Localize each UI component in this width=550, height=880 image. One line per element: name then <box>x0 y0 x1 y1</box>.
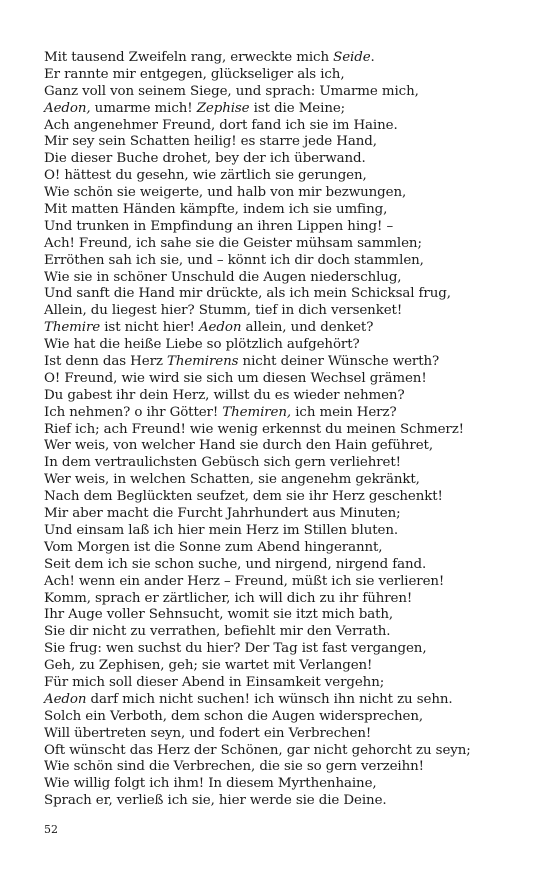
poem-line <box>44 84 544 101</box>
poem-line <box>44 151 544 168</box>
italic-name: Zephise <box>196 100 250 116</box>
poem-line <box>44 438 544 455</box>
line-text: Ich nehmen? o ihr Götter! <box>44 404 223 420</box>
line-text: Allein, du liegest hier? Stumm, tief in dich versenket! <box>44 303 403 319</box>
line-text: Und trunken in Empfindung an ihren Lippen hing! – <box>44 218 394 234</box>
poem-line <box>44 270 544 287</box>
line-text: Wer weis, von welcher Hand sie durch den Hain geführet, <box>44 438 433 454</box>
line-text: Erröthen sah ich sie, und – könnt ich dir doch stammlen, <box>44 252 424 268</box>
poem-line <box>44 506 544 523</box>
poem-line <box>44 675 544 692</box>
line-text: umarme mich! <box>90 100 197 116</box>
italic-name: Seide <box>333 50 371 65</box>
poem-line <box>44 67 544 84</box>
line-text: . <box>370 50 375 65</box>
line-text: Die dieser Buche drohet, bey der ich überwand. <box>44 151 366 167</box>
poem-line <box>44 624 544 641</box>
line-text: Wie sie in schöner Unschuld die Augen niederschlug, <box>44 269 402 285</box>
line-text: Geh, zu Zephisen, geh; sie wartet mit Verlangen! <box>44 658 373 674</box>
poem-line <box>44 523 544 540</box>
poem-line <box>44 709 544 726</box>
line-text: Ganz voll von seinem Siege, und sprach: Umarme mich, <box>44 83 419 99</box>
italic-name: Themire <box>44 320 101 336</box>
italic-name: Themirens <box>167 354 239 370</box>
line-text: Solch ein Verboth, dem schon die Augen widersprechen, <box>44 708 424 724</box>
poem-line <box>44 286 544 303</box>
line-text: In dem vertraulichsten Gebüsch sich gern verliehret! <box>44 455 401 471</box>
line-text: Oft wünscht das Herz der Schönen, gar nicht gehorcht zu seyn; <box>44 742 471 758</box>
poem-line <box>44 557 544 574</box>
poem-line <box>44 219 544 236</box>
poem-line <box>44 134 544 151</box>
line-text: Sprach er, verließ ich sie, hier werde sie die Deine. <box>44 793 387 809</box>
line-text: Rief ich; ach Freund! wie wenig erkennst du meinen Schmerz! <box>44 421 464 437</box>
line-text: Mir sey sein Schatten heilig! es starre jede Hand, <box>44 134 377 150</box>
line-text: Ach! Freund, ich sahe sie die Geister mühsam sammlen; <box>44 235 422 251</box>
line-text: Wie willig folgt ich ihm! In diesem Myrthenhaine, <box>44 776 377 792</box>
line-text: Mit tausend Zweifeln rang, erweckte mich <box>44 50 334 65</box>
line-text: Für mich soll dieser Abend in Einsamkeit vergehn; <box>44 674 385 690</box>
line-text: nicht deiner Wünsche werth? <box>238 354 440 370</box>
poem-line <box>44 641 544 658</box>
poem-line <box>44 337 544 354</box>
line-text: Und einsam laß ich hier mein Herz im Stillen bluten. <box>44 522 399 538</box>
poem-line <box>44 202 544 219</box>
line-text: Komm, sprach er zärtlicher, ich will dich zu ihr führen! <box>44 590 413 606</box>
poem-line <box>44 540 544 557</box>
line-text: Wer weis, in welchen Schatten, sie angenehm gekränkt, <box>44 472 420 488</box>
line-text: Ist denn das Herz <box>44 354 167 370</box>
line-text: Ihr Auge voller Sehnsucht, womit sie itzt mich bath, <box>44 607 394 623</box>
line-text: ist die Meine; <box>249 100 346 116</box>
poem-line <box>44 405 544 422</box>
line-text: ich mein Herz? <box>291 404 397 420</box>
poem-text <box>44 50 544 810</box>
line-text: allein, und denket? <box>241 320 374 336</box>
poem-line <box>44 658 544 675</box>
poem-line <box>44 371 544 388</box>
line-text: ist nicht hier! <box>100 320 199 336</box>
poem-line <box>44 726 544 743</box>
line-text: Und sanft die Hand mir drückte, als ich mein Schicksal frug, <box>44 286 451 302</box>
poem-line <box>44 776 544 793</box>
poem-line <box>44 793 544 810</box>
poem-line <box>44 591 544 608</box>
line-text: Vom Morgen ist die Sonne zum Abend hingerannt, <box>44 539 383 555</box>
line-text: O! hättest du gesehn, wie zärtlich sie gerungen, <box>44 168 367 184</box>
line-text: Ach angenehmer Freund, dort fand ich sie im Haine. <box>44 117 398 133</box>
line-text: darf mich nicht suchen! ich wünsch ihn nicht zu sehn. <box>86 691 453 707</box>
line-text: Sie frug: wen suchst du hier? Der Tag ist fast vergangen, <box>44 641 427 657</box>
line-text: Wie schön sie weigerte, und halb von mir bezwungen, <box>44 185 407 201</box>
poem-line <box>44 168 544 185</box>
line-text: Nach dem Beglückten seufzet, dem sie ihr Herz geschenkt! <box>44 489 443 505</box>
italic-name: Aedon <box>44 691 87 707</box>
italic-name: Themiren, <box>222 404 292 420</box>
poem-line <box>44 253 544 270</box>
poem-line <box>44 388 544 405</box>
poem-line <box>44 489 544 506</box>
poem-line <box>44 320 544 337</box>
poem-line <box>44 472 544 489</box>
poem-line <box>44 50 544 67</box>
poem-line <box>44 185 544 202</box>
line-text: Mit matten Händen kämpfte, indem ich sie umfing, <box>44 202 388 218</box>
poem-line <box>44 101 544 118</box>
line-text: Du gabest ihr dein Herz, willst du es wieder nehmen? <box>44 387 405 403</box>
poem-line <box>44 607 544 624</box>
poem-line <box>44 236 544 253</box>
poem-line <box>44 354 544 371</box>
poem-line <box>44 692 544 709</box>
line-text: Ach! wenn ein ander Herz – Freund, müßt ich sie verlieren! <box>44 573 445 589</box>
poem-line <box>44 455 544 472</box>
line-text: Wie schön sind die Verbrechen, die sie so gern verzeihn! <box>44 759 424 775</box>
page-number: 52 <box>44 823 58 836</box>
poem-line <box>44 574 544 591</box>
line-text: Will übertreten seyn, und fodert ein Verbrechen! <box>44 725 372 741</box>
line-text: O! Freund, wie wird sie sich um diesen Wechsel grämen! <box>44 370 427 386</box>
italic-name: Aedon, <box>44 100 91 116</box>
poem-line <box>44 759 544 776</box>
italic-name: Aedon <box>198 320 242 336</box>
line-text: Wie hat die heiße Liebe so plötzlich aufgehört? <box>44 337 360 353</box>
line-text: Sie dir nicht zu verrathen, befiehlt mir den Verrath. <box>44 624 391 640</box>
line-text: Mir aber macht die Furcht Jahrhundert aus Minuten; <box>44 506 401 522</box>
poem-line <box>44 303 544 320</box>
poem-line <box>44 743 544 760</box>
line-text: Seit dem ich sie schon suche, und nirgend, nirgend fand. <box>44 556 427 572</box>
poem-line <box>44 422 544 439</box>
line-text: Er rannte mir entgegen, glückseliger als ich, <box>44 66 345 82</box>
poem-line <box>44 118 544 135</box>
